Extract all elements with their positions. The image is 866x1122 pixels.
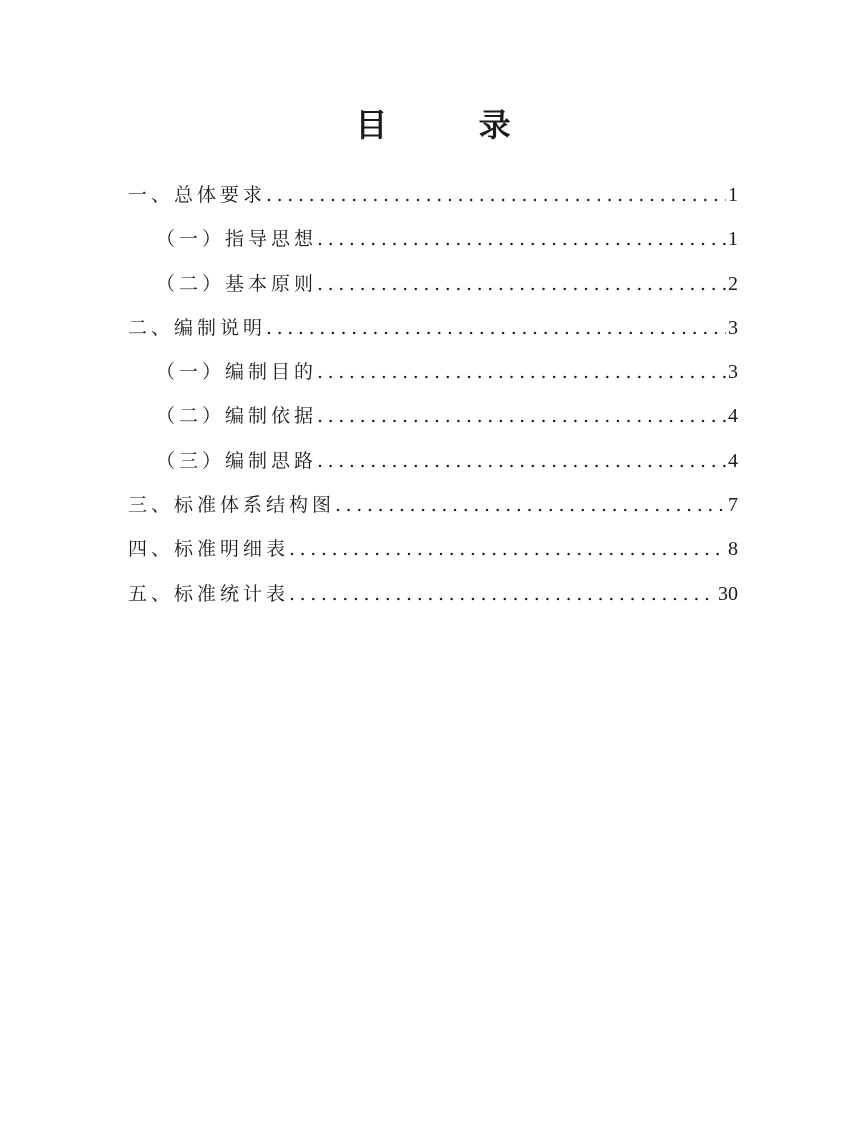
toc-entry-page: 2: [728, 272, 738, 295]
toc-entry-page: 4: [728, 449, 738, 472]
toc-dot-leader: [266, 173, 726, 217]
toc-entry-page: 7: [728, 494, 738, 517]
table-of-contents: [128, 173, 738, 616]
toc-entry[interactable]: [128, 527, 738, 571]
toc-dot-leader: [266, 306, 726, 350]
toc-dot-leader: [317, 350, 726, 394]
toc-dot-leader: [317, 262, 726, 306]
toc-entry[interactable]: [128, 306, 738, 350]
toc-entry[interactable]: [128, 173, 738, 217]
toc-entry[interactable]: [128, 483, 738, 527]
toc-entry-page: 8: [728, 538, 738, 561]
toc-entry[interactable]: [128, 439, 738, 483]
toc-entry-page: 1: [728, 228, 738, 251]
toc-entry-label: （一）编制目的: [156, 361, 318, 384]
toc-entry-page: 3: [728, 316, 738, 339]
toc-entry-page: 4: [728, 405, 738, 428]
toc-entry-page: 3: [728, 361, 738, 384]
toc-dot-leader: [289, 572, 716, 616]
toc-dot-leader: [317, 439, 726, 483]
toc-entry-label: 三、标准体系结构图: [128, 494, 336, 517]
toc-title: 目 录: [355, 106, 551, 144]
toc-dot-leader: [289, 527, 726, 571]
toc-entry-label: 五、标准统计表: [128, 582, 290, 605]
toc-entry[interactable]: [128, 394, 738, 438]
toc-entry[interactable]: [128, 217, 738, 261]
toc-entry-label: 一、总体要求: [128, 184, 267, 206]
toc-entry[interactable]: [128, 572, 738, 616]
toc-dot-leader: [317, 217, 726, 261]
toc-entry-label: 四、标准明细表: [128, 538, 290, 561]
toc-dot-leader: [317, 394, 726, 438]
toc-entry[interactable]: [128, 262, 738, 306]
toc-entry-page: 30: [718, 582, 738, 605]
toc-entry-label: （三）编制思路: [156, 449, 318, 472]
toc-entry-page: 1: [728, 184, 738, 206]
toc-entry-label: （一）指导思想: [156, 228, 318, 251]
toc-entry-label: 二、编制说明: [128, 316, 267, 339]
toc-entry-label: （二）基本原则: [156, 272, 318, 295]
toc-dot-leader: [335, 483, 726, 527]
toc-entry-label: （二）编制依据: [156, 405, 318, 428]
toc-entry[interactable]: [128, 350, 738, 394]
